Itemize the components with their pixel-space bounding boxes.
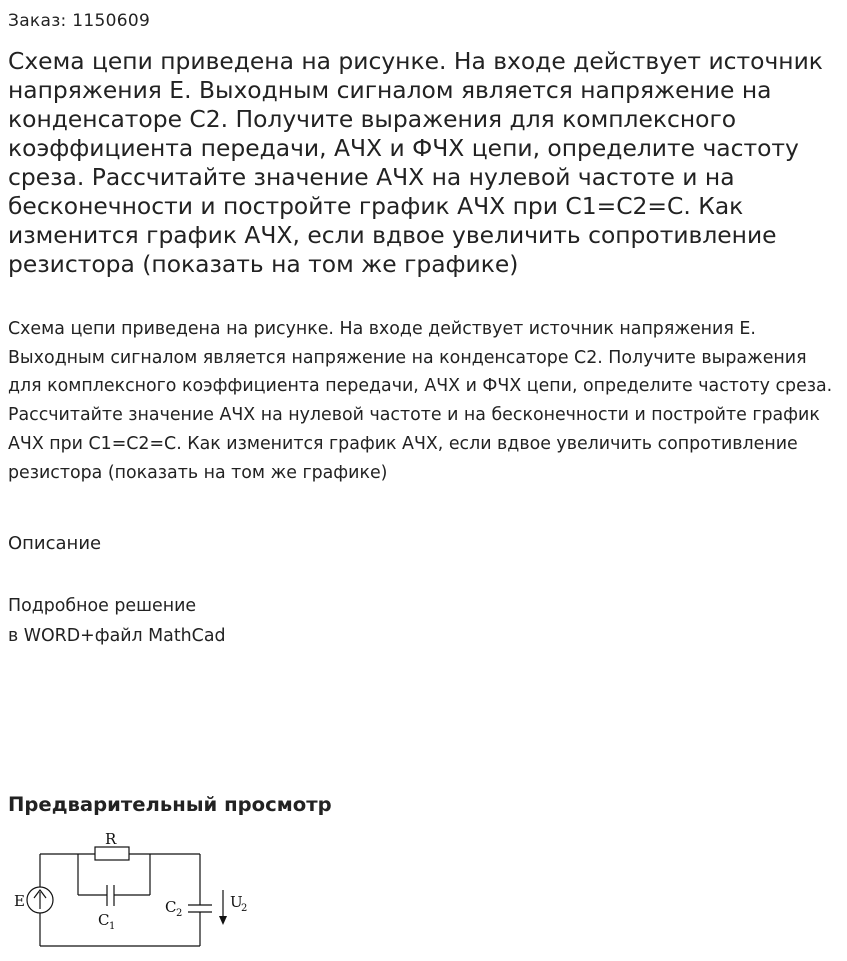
order-number: Заказ: 1150609 bbox=[8, 11, 151, 31]
circuit-diagram bbox=[10, 826, 260, 954]
label-r: R bbox=[105, 830, 117, 848]
resistor-r bbox=[95, 847, 129, 860]
solution-details-line-2: в WORD+файл MathCad bbox=[8, 625, 226, 646]
description-section-label: Описание bbox=[8, 533, 102, 554]
preview-heading: Предварительный просмотр bbox=[8, 793, 332, 816]
solution-details bbox=[8, 592, 226, 651]
label-u2: U bbox=[230, 893, 243, 911]
solution-details-line-1: Подробное решение bbox=[8, 596, 197, 616]
label-e: E bbox=[14, 892, 25, 910]
task-description: Схема цепи приведена на рисунке. На входе действует источник напряжения E. Выходным сигналом является напряжение на конденсаторе C2. Получите выражения для комплексного коэффициента передачи, АЧХ и ФЧХ цепи, определите частоту среза. Рассчитайте значение АЧХ на нулевой частоте и на бесконечности и постройте график АЧХ при C1=C2=C. Как изменится график АЧХ, если вдвое увеличить сопротивление резистора (показать на том же графике) bbox=[8, 319, 833, 483]
label-c1: C bbox=[98, 911, 110, 929]
page-title: Схема цепи приведена на рисунке. На входе действует источник напряжения E. Выходным сигналом является напряжение на конденсаторе C2. Получите выражения для комплексного коэффициента передачи, АЧХ и ФЧХ цепи, определите частоту среза. Рассчитайте значение АЧХ на нулевой частоте и на бесконечности и постройте график АЧХ при C1=C2=C. Как изменится график АЧХ, если вдвое увеличить сопротивление резистора (показать на том же графике) bbox=[8, 47, 823, 278]
label-c1-sub: 1 bbox=[109, 921, 116, 932]
label-c2-sub: 2 bbox=[176, 908, 183, 919]
label-c2: C bbox=[165, 898, 177, 916]
u2-arrow-head bbox=[219, 916, 227, 925]
label-u2-sub: 2 bbox=[241, 903, 248, 914]
